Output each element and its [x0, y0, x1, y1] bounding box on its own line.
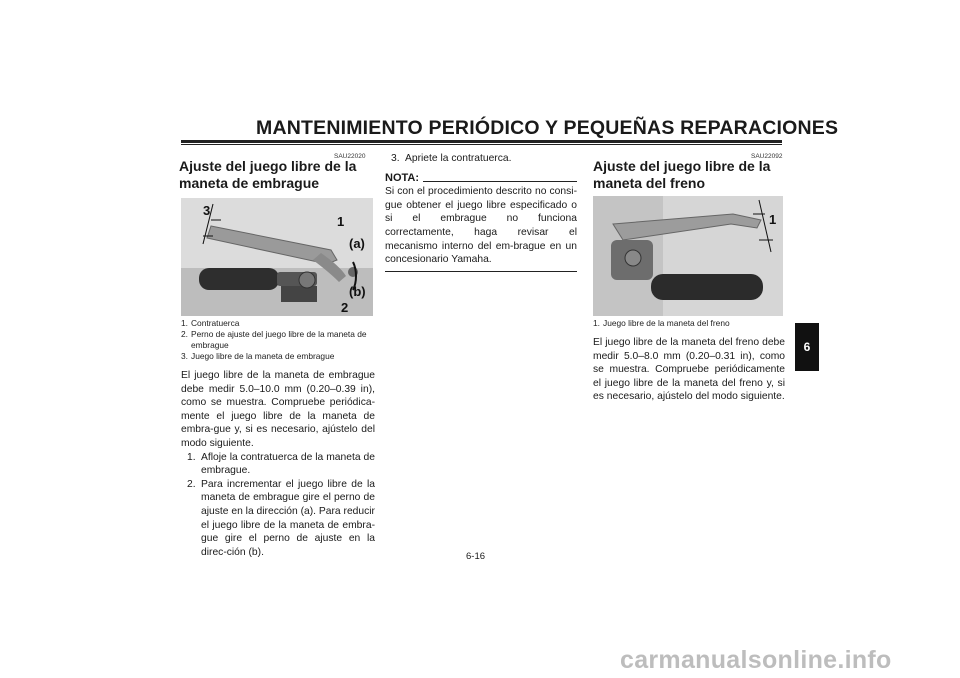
clutch-lever-photo [181, 198, 373, 316]
header-rule-thin [181, 144, 782, 145]
clutch-lever-illustration [181, 198, 373, 316]
note-heading: NOTA: [385, 172, 577, 186]
figure-label-1: 1 [337, 214, 345, 229]
page-header-title: MANTENIMIENTO PERIÓDICO Y PEQUEÑAS REPARACIONES [256, 117, 839, 139]
section-code-clutch: SAU22020 [334, 153, 366, 160]
clutch-paragraph: El juego libre de la maneta de embrague debe medir 5.0–10.0 mm (0.20–0.39 in), como se muestra. Compruebe periódica-mente el juego libre de la maneta de embra-gue y, si es necesario, ajústelo del modo siguiente. [181, 370, 375, 449]
caption-item: 3. Juego libre de la maneta de embrague [181, 351, 335, 361]
section-code-brake: SAU22092 [751, 153, 783, 160]
note-rule [385, 271, 577, 272]
clutch-figure-captions [181, 318, 375, 362]
brake-lever-photo [593, 196, 783, 316]
caption-item: 1. Contratuerca [181, 318, 240, 328]
figure-label-b: (b) [349, 284, 366, 299]
clutch-section-title: Ajuste del juego libre de la maneta de embrague [179, 158, 357, 191]
caption-item: 1. Juego libre de la maneta del freno [593, 318, 730, 328]
step-item: 2. Para incrementar el juego libre de la maneta de embrague gire el perno de ajuste en la dirección (a). Para reducir el juego libre de la maneta de embra-gue gire el perno de ajuste en la direc-ción (b). [187, 478, 375, 558]
header-rule [181, 140, 782, 143]
page-number: 6-16 [466, 551, 486, 562]
figure-label-a: (a) [349, 236, 365, 251]
figure-label-1: 1 [769, 212, 777, 227]
figure-label-2: 2 [341, 300, 349, 315]
brake-section-title: Ajuste del juego libre de la maneta del freno [593, 158, 771, 191]
watermark: carmanualsonline.info [620, 646, 892, 674]
figure-label-3: 3 [203, 203, 211, 218]
step-item: 3. Apriete la contratuerca. [391, 153, 512, 164]
brake-figure-captions [593, 318, 785, 329]
chapter-tab: 6 [795, 323, 819, 371]
step-item: 1. Afloje la contratuerca de la maneta de embrague. [187, 451, 375, 477]
brake-paragraph: El juego libre de la maneta del freno debe medir 5.0–8.0 mm (0.20–0.31 in), como se muestra. Compruebe periódicamente el juego libre de la maneta del freno y, si es necesario, ajústelo del modo siguiente. [593, 337, 785, 403]
note-text: Si con el procedimiento descrito no consi-gue obtener el juego libre especificado o si el embrague no funciona correctamente, haga revisar el mecanismo interno del em-brague en un concesionario Yamaha. [385, 186, 577, 266]
brake-lever-illustration [593, 196, 783, 316]
caption-item: 2. Perno de ajuste del juego libre de la maneta de embrague [181, 329, 367, 350]
